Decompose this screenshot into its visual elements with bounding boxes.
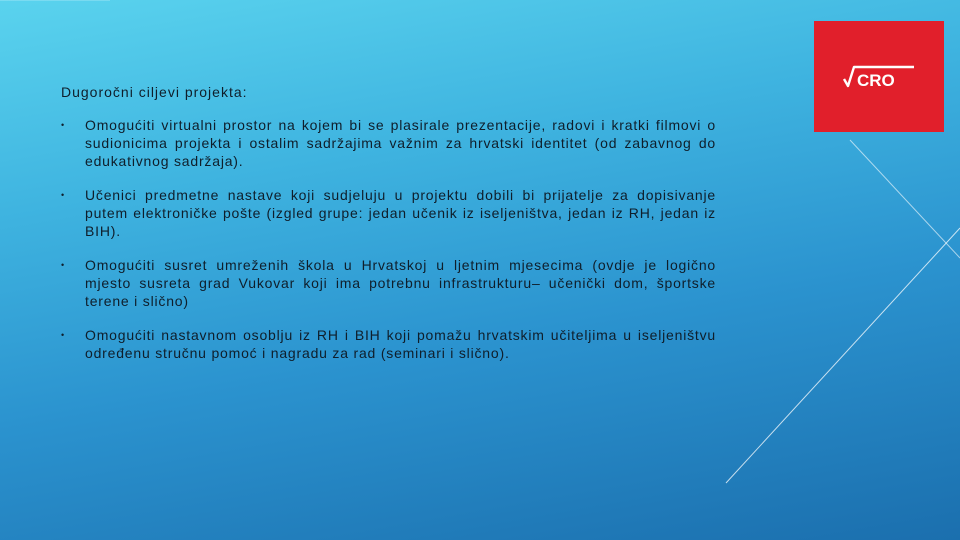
cro-logo-mark-icon	[842, 65, 916, 89]
goal-text: Omogućiti susret umreženih škola u Hrvatskoj u ljetnim mjesecima (ovdje je logično mjesto susreta grad Vukovar koji ima potrebnu infrastrukturu– učenički dom, športske terene i slično)	[85, 257, 716, 309]
bullet-icon: •	[61, 190, 65, 200]
list-item	[61, 116, 716, 170]
goal-text: Omogućiti virtualni prostor na kojem bi se plasirale prezentacije, radovi i kratki filmovi o sudionicima projekta i ostalim sadržajima važnim za hrvatski identitet (od zabavnog do edukativnog sadržaja).	[85, 117, 716, 169]
page-heading: Dugoročni ciljevi projekta:	[61, 84, 248, 100]
bullet-icon: •	[61, 330, 65, 340]
main-content	[61, 80, 716, 378]
bullet-icon: •	[61, 120, 65, 130]
goals-list	[61, 116, 716, 362]
goal-text: Učenici predmetne nastave koji sudjeluju u projektu dobili bi prijatelje za dopisivanje putem elektroničke pošte (izgled grupe: jedan učenik iz iseljeništva, jedan iz RH, jedan iz BIH).	[85, 187, 716, 239]
list-item	[61, 326, 716, 362]
list-item	[61, 256, 716, 310]
cro-logo	[814, 21, 944, 132]
goal-text: Omogućiti nastavnom osoblju iz RH i BIH koji pomažu hrvatskim učiteljima u iseljeništvu određenu stručnu pomoć i nagradu za rad (seminari i slično).	[85, 327, 716, 361]
bullet-icon: •	[61, 260, 65, 270]
logo-text: CRO	[857, 70, 895, 89]
list-item	[61, 186, 716, 240]
